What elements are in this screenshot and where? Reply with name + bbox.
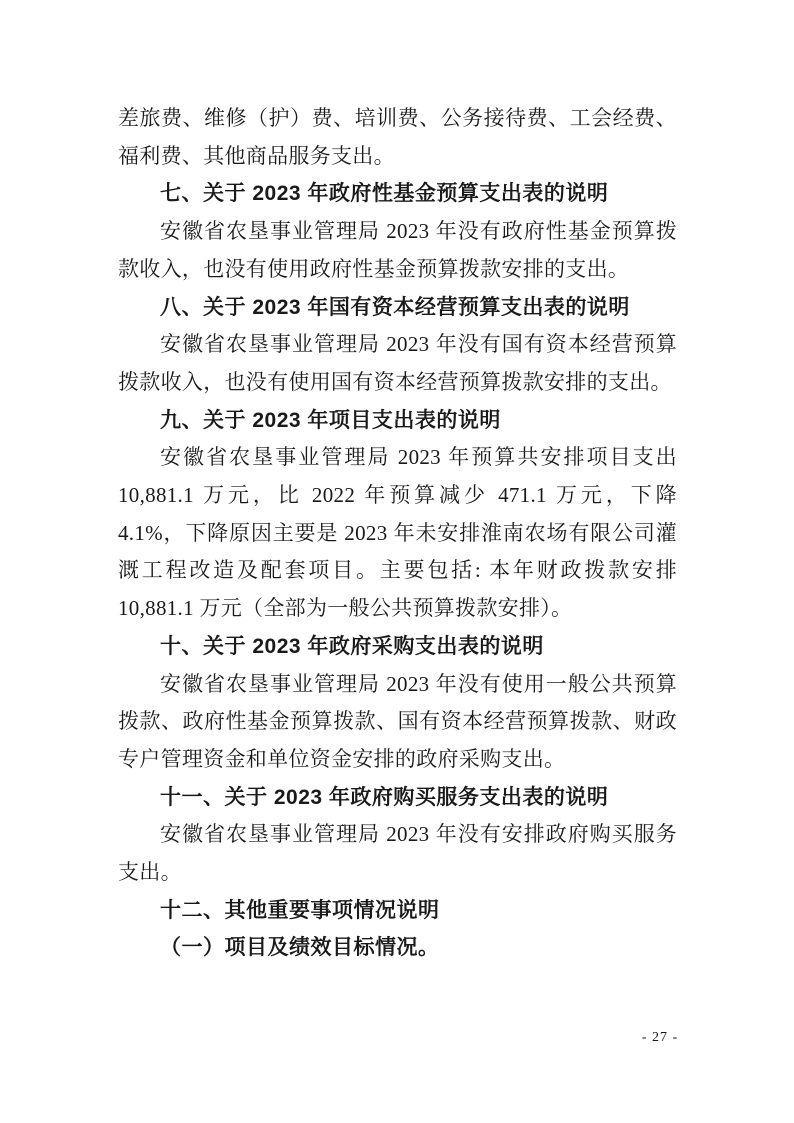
section-heading-11: 十一、关于 2023 年政府购买服务支出表的说明 [160,785,609,809]
document-body [118,100,677,967]
paragraph-section-7: 安徽省农垦事业管理局 2023 年没有政府性基金预算拨款收入，也没有使用政府性基金预算拨款安排的支出。 [118,219,677,281]
paragraph-section-9: 安徽省农垦事业管理局 2023 年预算共安排项目支出 10,881.1 万元，比 2022 年预算减少 471.1 万元，下降 4.1%，下降原因主要是 2023 年未安排淮南农场有限公司灌溉工程改造及配套项目。主要包括: 本年财政拨款安排 10,881.1 万元（全部为一般公共预算拨款安排）。 [118,445,677,621]
paragraph-section-11: 安徽省农垦事业管理局 2023 年没有安排政府购买服务支出。 [118,822,677,885]
subsection-heading-1: （一）项目及绩效目标情况。 [160,935,440,960]
section-heading-7: 七、关于 2023 年政府性基金预算支出表的说明 [160,182,609,206]
paragraph-continuation: 差旅费、维修（护）费、培训费、公务接待费、工会经费、福利费、其他商品服务支出。 [118,106,677,168]
section-heading-9: 九、关于 2023 年项目支出表的说明 [160,408,501,432]
section-heading-8: 八、关于 2023 年国有资本经营预算支出表的说明 [160,295,630,319]
section-heading-10: 十、关于 2023 年政府采购支出表的说明 [160,634,544,658]
paragraph-section-10: 安徽省农垦事业管理局 2023 年没有使用一般公共预算拨款、政府性基金预算拨款、国有资本经营预算拨款、财政专户管理资金和单位资金安排的政府采购支出。 [118,671,677,771]
paragraph-section-8: 安徽省农垦事业管理局 2023 年没有国有资本经营预算拨款收入，也没有使用国有资本经营预算拨款安排的支出。 [118,332,677,394]
section-heading-12: 十二、其他重要事项情况说明 [160,898,440,922]
page-number: - 27 - [641,1030,679,1045]
